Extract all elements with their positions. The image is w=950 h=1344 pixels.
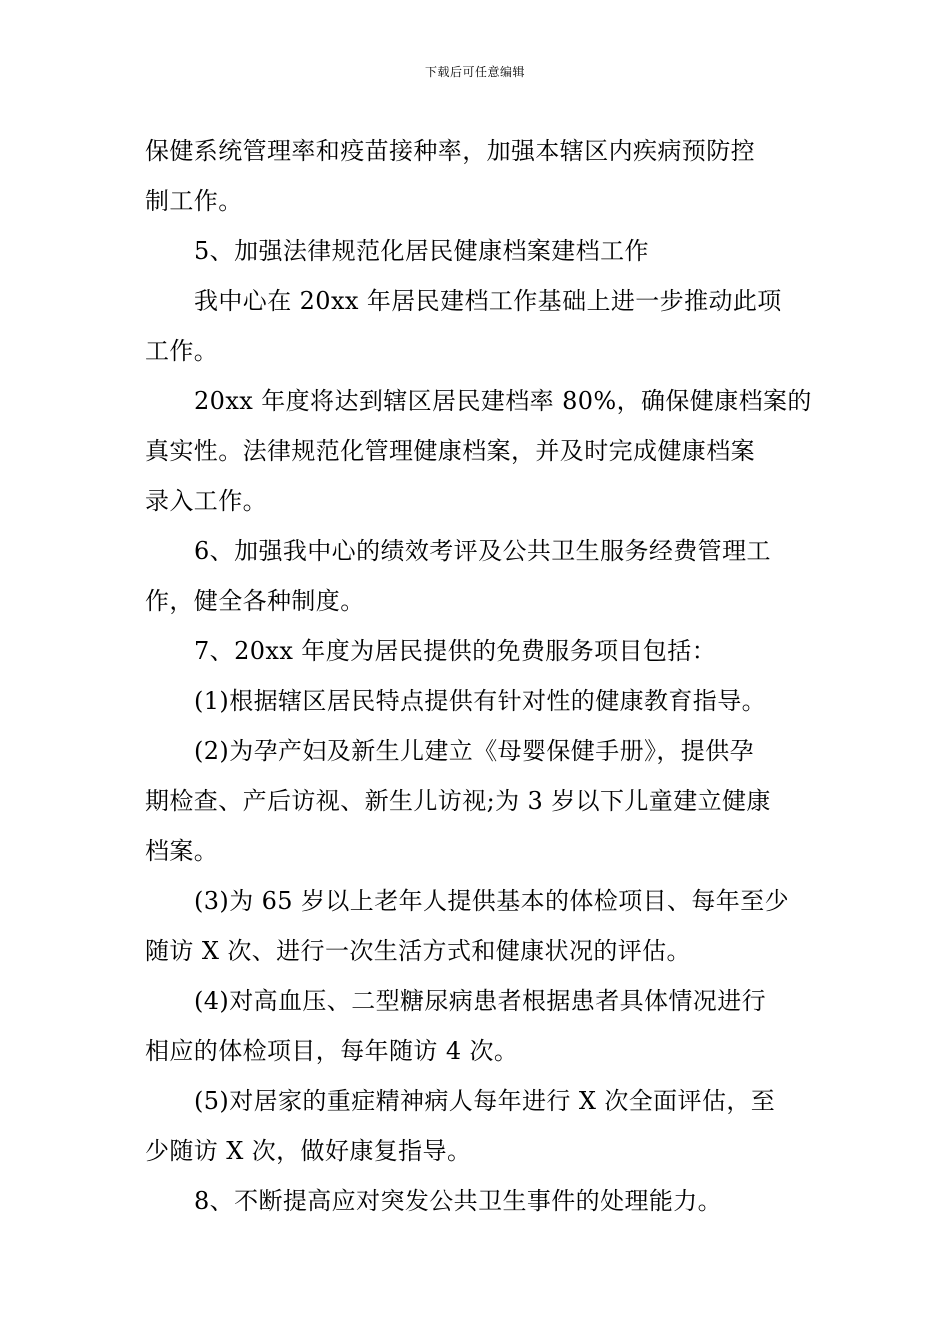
paragraph	[145, 626, 807, 676]
text-line: 制工作。	[145, 187, 243, 215]
paragraph	[145, 376, 812, 526]
text-line: 20xx 年度将达到辖区居民建档率 80%，确保健康档案的	[194, 387, 812, 415]
text-line: 相应的体检项目，每年随访 4 次。	[145, 1037, 519, 1065]
text-line: 期检查、产后访视、新生儿访视;为 3 岁以下儿童建立健康	[145, 787, 771, 815]
text-line: 真实性。法律规范化管理健康档案，并及时完成健康档案	[145, 437, 755, 465]
text-line: 作，健全各种制度。	[145, 587, 365, 615]
text-line: 保健系统管理率和疫苗接种率，加强本辖区内疾病预防控	[145, 137, 755, 165]
paragraph	[145, 276, 807, 376]
text-line: (4)对高血压、二型糖尿病患者根据患者具体情况进行	[194, 987, 766, 1015]
paragraph	[145, 676, 807, 726]
text-line: 6、加强我中心的绩效考评及公共卫生服务经费管理工	[194, 537, 771, 565]
text-line: 录入工作。	[145, 487, 267, 515]
paragraph	[145, 1176, 807, 1226]
text-line: (3)为 65 岁以上老年人提供基本的体检项目、每年至少	[194, 887, 789, 915]
text-line: (5)对居家的重症精神病人每年进行 X 次全面评估，至	[194, 1087, 776, 1115]
text-line: (2)为孕产妇及新生儿建立《母婴保健手册》，提供孕	[194, 737, 754, 765]
paragraph	[145, 126, 807, 226]
text-line: 少随访 X 次，做好康复指导。	[145, 1137, 472, 1165]
paragraph	[145, 1076, 807, 1176]
text-line: (1)根据辖区居民特点提供有针对性的健康教育指导。	[194, 687, 766, 715]
text-line: 工作。	[145, 337, 219, 365]
paragraph	[145, 726, 807, 876]
text-line: 8、不断提高应对突发公共卫生事件的处理能力。	[194, 1187, 723, 1215]
paragraph	[145, 226, 807, 276]
paragraph	[145, 876, 807, 976]
paragraph	[145, 976, 807, 1076]
document-body	[145, 126, 812, 1226]
text-line: 档案。	[145, 837, 219, 865]
text-line: 我中心在 20xx 年居民建档工作基础上进一步推动此项	[194, 287, 782, 315]
paragraph	[145, 526, 807, 626]
text-line: 5、加强法律规范化居民健康档案建档工作	[194, 237, 649, 265]
page-header: 下载后可任意编辑	[424, 65, 525, 79]
text-line: 随访 X 次、进行一次生活方式和健康状况的评估。	[145, 937, 691, 965]
text-line: 7、20xx 年度为居民提供的免费服务项目包括：	[194, 637, 717, 665]
